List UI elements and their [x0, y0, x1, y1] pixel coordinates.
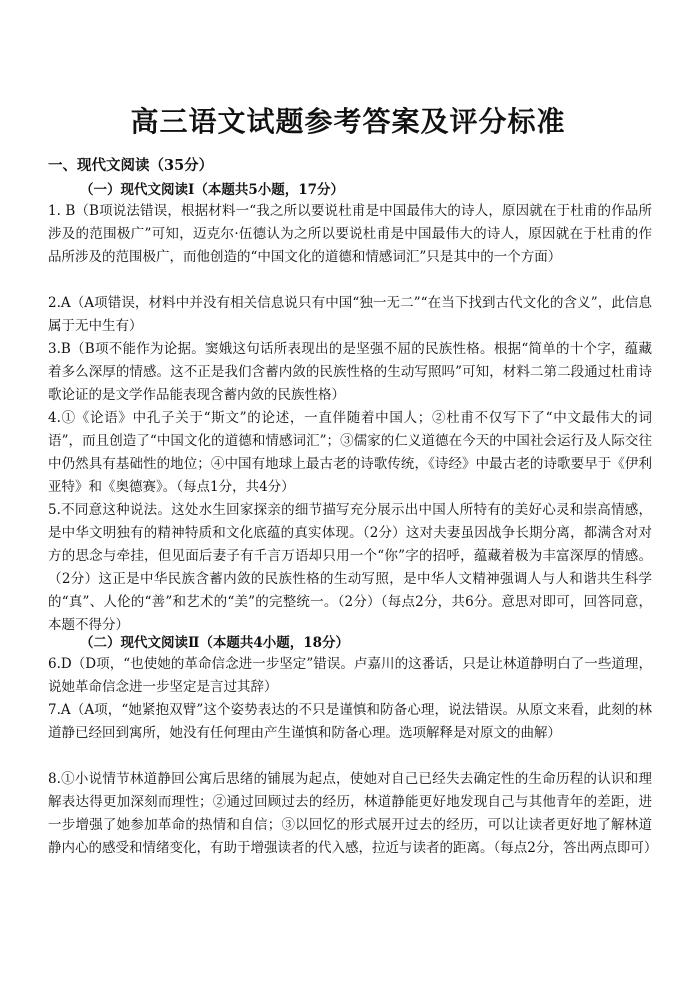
answer-4: 4.①《论语》中孔子关于“斯文”的论述，一直伴随着中国人；②杜甫不仅写下了“中文最伟大的词语”，而且创造了“中国文化的道德和情感词汇”；③儒家的仁义道德在今天的中国社会运行及人际交往中仍然具有基础性的地位；④中国有地球上最古老的诗歌传统，《诗经》中最古老的诗歌要早于《伊利亚特》和《奥德赛》。（每点1分，共4分） — [48, 410, 652, 496]
answer-6: 6.D（D项，“也使她的革命信念进一步坚定”错误。卢嘉川的这番话，只是让林道静明白了一些道理，说她革命信念进一步坚定是言过其辞） — [48, 656, 652, 696]
answer-7: 7.A（A项，“她紧抱双臂”这个姿势表达的不只是谨慎和防备心理，说法错误。从原文来看，此刻的林道静已经回到寓所，她没有任何理由产生谨慎和防备心理。选项解释是对原文的曲解） — [48, 702, 652, 742]
section-heading-modern-reading: 一、现代文阅读（35分） — [48, 157, 214, 174]
answer-5: 5.不同意这种说法。这处水生回家探亲的细节描写充分展示出中国人所特有的美好心灵和崇高情感，是中华文明独有的精神特质和文化底蕴的真实体现。（2分）这对夫妻虽因战争长期分离，都满含对对方的思念与牵挂，但见面后妻子有千言万语却只用一个“你”字的招呼，蕴藏着极为丰富深厚的情感。（2分）这正是中华民族含蓄内敛的民族性格的生动写照，是中华人文精神强调人与人和谐共生科学的“真”、人伦的“善”和艺术的“美”的完整统一。（2分）（每点2分，共6分。意思对即可，回答同意，本题不得分） — [48, 502, 652, 634]
page-title: 高三语文试题参考答案及评分标准 — [130, 105, 566, 138]
part-heading-reading-1: （一）现代文阅读Ⅰ（本题共5小题，17分） — [80, 182, 344, 198]
answer-8: 8.①小说情节林道静回公寓后思绪的铺展为起点，使她对自己已经失去确定性的生命历程的认识和理解表达得更加深刻而理性；②通过回顾过去的经历，林道静能更好地发现自己与其他青年的差距，进一步增强了她参加革命的热情和自信；③以回忆的形式展开过去的经历，可以让读者更好地了解林道静内心的感受和情绪变化，有助于增强读者的代入感，拉近与读者的距离。（每点2分，答出两点即可） — [48, 771, 658, 857]
part-heading-reading-2: （二）现代文阅读Ⅱ（本题共4小题，18分） — [80, 635, 350, 651]
answer-3: 3.B（B项不能作为论据。窦娥这句话所表现出的是坚强不屈的民族性格。根据“简单的十个字，蕴藏着多么深厚的情感。这不正是我们含蓄内敛的民族性格的生动写照吗”可知，材料二第二段通过杜甫诗歌论证的是文学作品能表现含蓄内敛的民族性格） — [48, 341, 652, 404]
answer-2: 2.A（A项错误，材料中并没有相关信息说只有中国“独一无二”“在当下找到古代文化的含义”，此信息属于无中生有） — [48, 295, 652, 335]
answer-1: 1. B（B项说法错误，根据材料一“我之所以要说杜甫是中国最伟大的诗人，原因就在于杜甫的作品所涉及的范围极广”可知，迈克尔·伍德认为之所以要说杜甫是中国最伟大的诗人，原因就在于杜甫的作品所涉及的范围极广，而他创造的“中国文化的道德和情感词汇”只是其中的一个方面） — [48, 203, 652, 266]
